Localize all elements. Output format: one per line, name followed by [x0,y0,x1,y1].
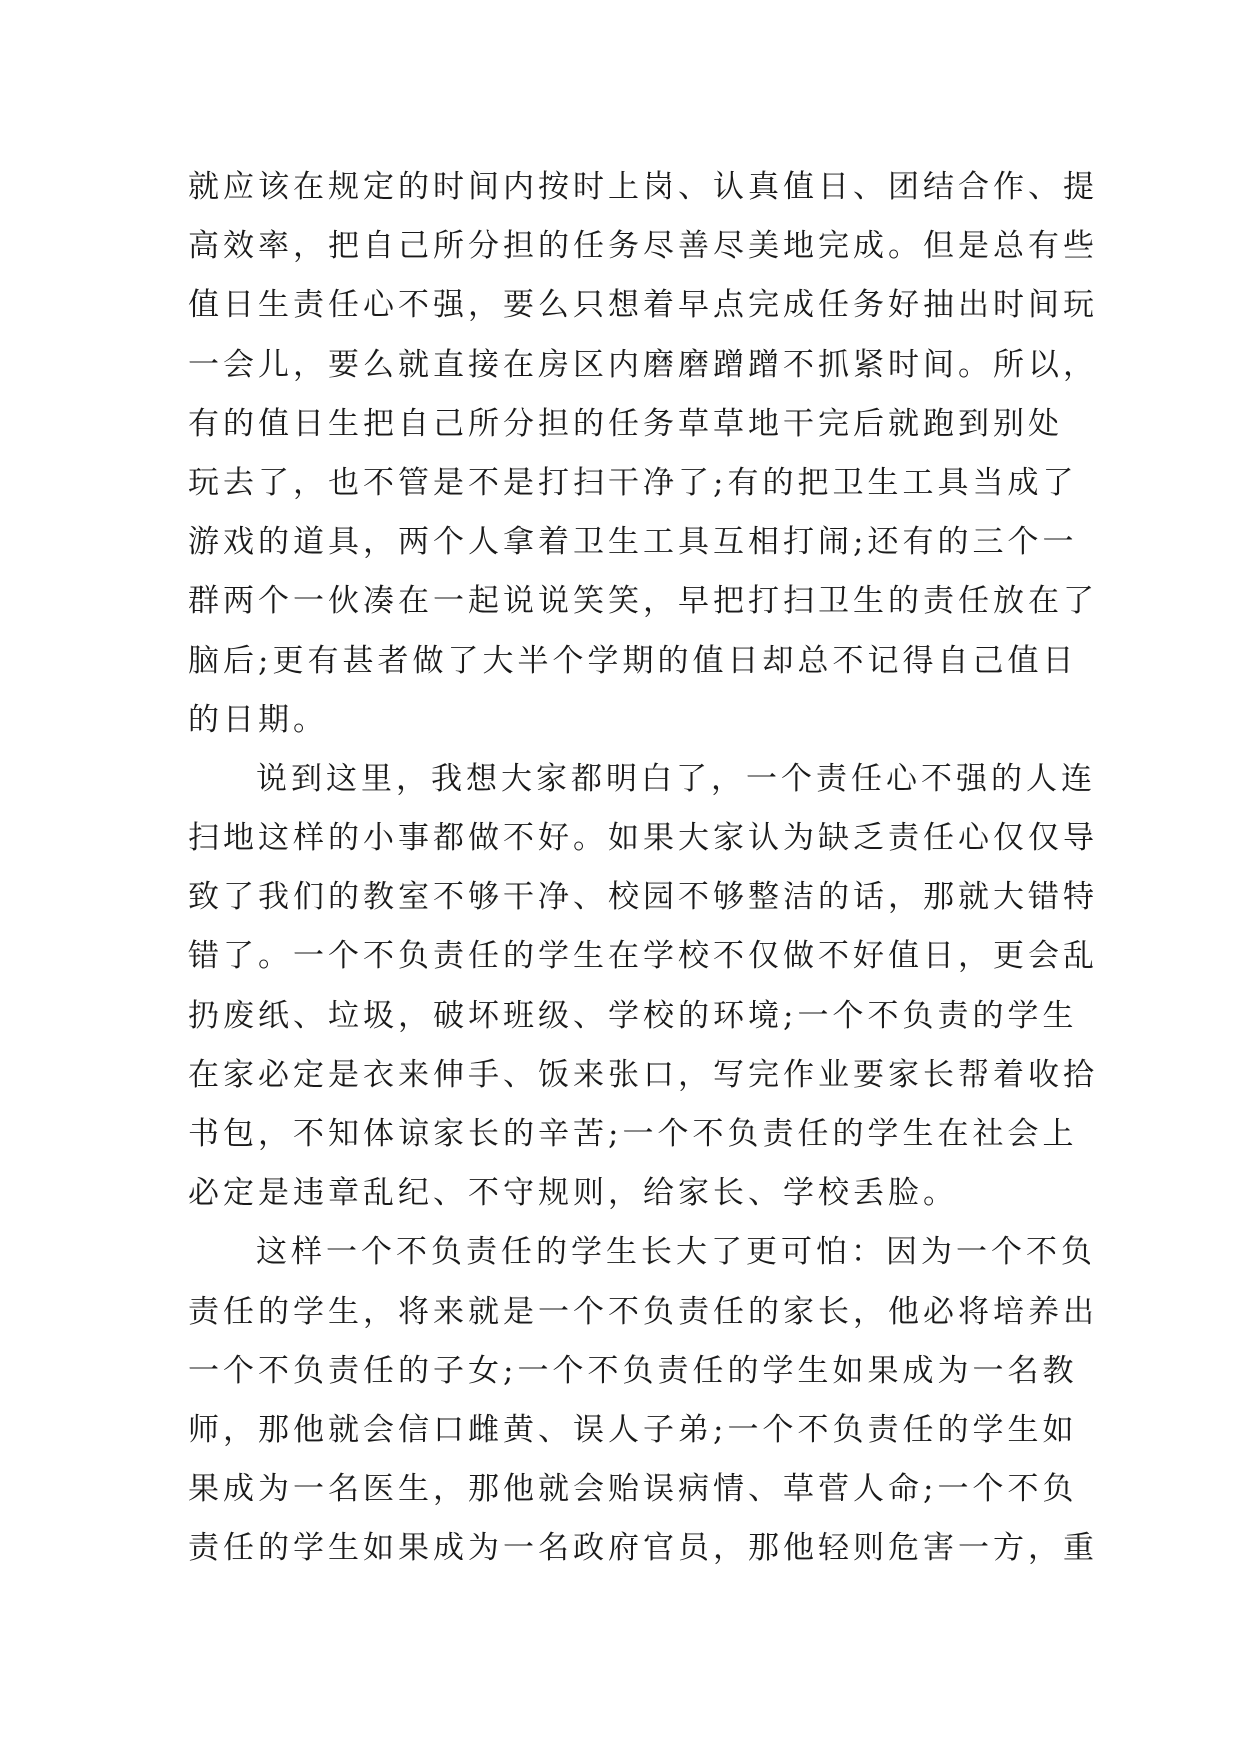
paragraph [188,750,1098,1224]
text-line: 脑后;更有甚者做了大半个学期的值日却总不记得自己值日 [188,642,1078,679]
text-line: 值日生责任心不强，要么只想着早点完成任务好抽出时间玩 [188,287,1098,324]
text-line: 群两个一伙凑在一起说说笑笑，早把打扫卫生的责任放在了 [188,583,1098,620]
text-line: 果成为一名医生，那他就会贻误病情、草菅人命;一个不负 [188,1471,1078,1508]
text-line: 游戏的道具，两个人拿着卫生工具互相打闹;还有的三个一 [188,524,1078,561]
body-text [188,158,1098,1579]
text-line: 必定是违章乱纪、不守规则，给家长、学校丢脸。 [188,1175,958,1212]
paragraph [188,1223,1098,1578]
text-line: 师，那他就会信口雌黄、误人子弟;一个不负责任的学生如 [188,1411,1078,1448]
text-line: 说到这里，我想大家都明白了，一个责任心不强的人连 [256,760,1096,797]
text-line: 责任的学生，将来就是一个不负责任的家长，他必将培养出 [188,1293,1098,1330]
text-line: 高效率，把自己所分担的任务尽善尽美地完成。但是总有些 [188,228,1098,265]
text-line: 在家必定是衣来伸手、饭来张口，写完作业要家长帮着收拾 [188,1056,1098,1093]
text-line: 就应该在规定的时间内按时上岗、认真值日、团结合作、提 [188,169,1098,205]
text-line: 扔废纸、垃圾，破坏班级、学校的环境;一个不负责的学生 [188,997,1078,1034]
text-line: 玩去了，也不管是不是打扫干净了;有的把卫生工具当成了 [188,464,1078,501]
paragraph [188,158,1098,750]
text-line: 的日期。 [188,701,328,738]
text-line: 有的值日生把自己所分担的任务草草地干完后就跑到别处 [188,405,1063,442]
text-line: 书包，不知体谅家长的辛苦;一个不负责任的学生在社会上 [188,1116,1078,1152]
text-line: 一个不负责任的子女;一个不负责任的学生如果成为一名教 [188,1352,1078,1389]
text-line: 致了我们的教室不够干净、校园不够整洁的话，那就大错特 [188,879,1098,916]
text-line: 扫地这样的小事都做不好。如果大家认为缺乏责任心仅仅导 [188,820,1098,857]
text-line: 错了。一个不负责任的学生在学校不仅做不好值日，更会乱 [188,938,1098,975]
text-line: 一会儿，要么就直接在房区内磨磨蹭蹭不抓紧时间。所以， [188,346,1098,383]
text-line: 责任的学生如果成为一名政府官员，那他轻则危害一方，重 [188,1530,1098,1567]
text-line: 这样一个不负责任的学生长大了更可怕：因为一个不负 [256,1234,1096,1271]
